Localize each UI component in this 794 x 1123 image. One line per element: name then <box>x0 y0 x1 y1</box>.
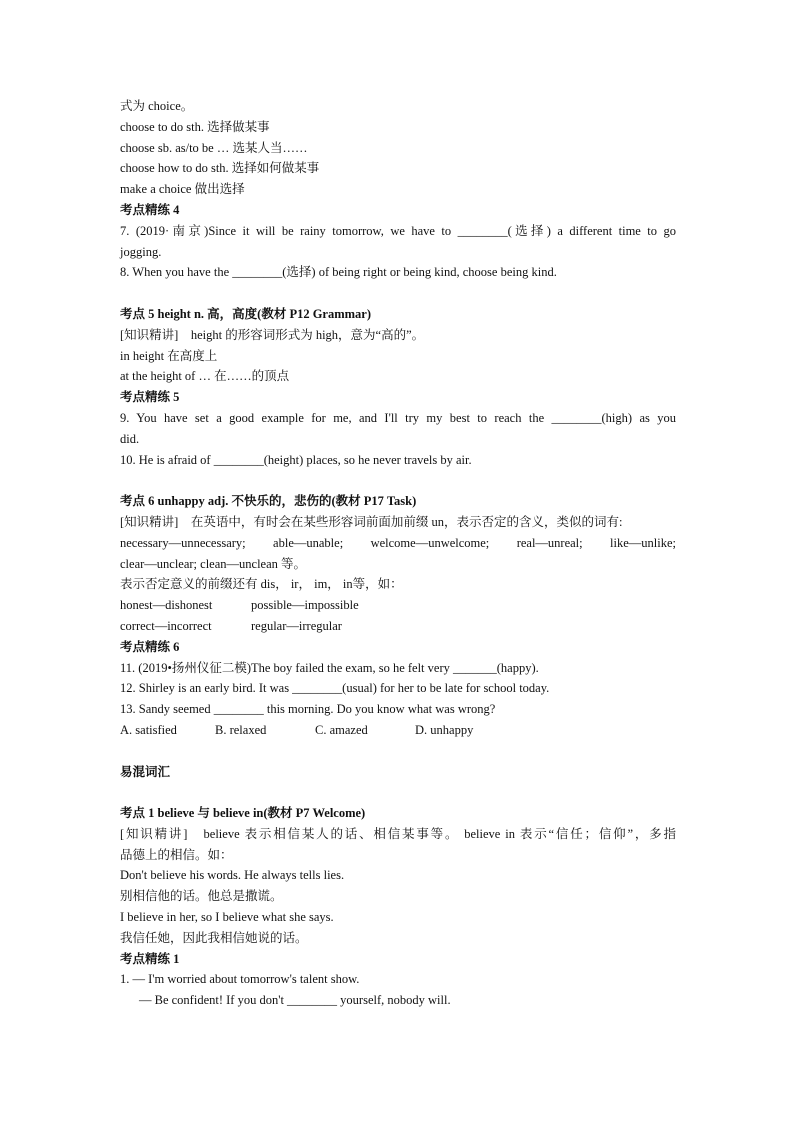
section-title: 易混词汇 <box>120 764 171 779</box>
knowledge-1: [知识精讲] believe 表示相信某人的话、相信某事等。 believe in 表示“信任；信仰”，多指 <box>120 826 676 841</box>
question-7: 7. (2019·南京)Since it will be rainy tomorrow, we have to ________(选择) a different time to go <box>120 223 676 238</box>
example-sentence: Don't believe his words. He always tells lies. <box>120 868 345 883</box>
practice-heading: 考点精练 5 <box>120 390 180 405</box>
word-pair-row <box>120 616 676 637</box>
text-line: in height 在高度上 <box>120 348 218 363</box>
word-pair-row <box>120 595 676 616</box>
question-9-cont: did. <box>120 431 140 446</box>
option-c: C. amazed <box>315 722 368 737</box>
page-content <box>120 96 676 1011</box>
question-10: 10. He is afraid of ________(height) places, so he never travels by air. <box>120 452 472 467</box>
question-1-reply: — Be confident! If you don't ________ yourself, nobody will. <box>139 993 451 1008</box>
example-translation: 我信任她，因此我相信她说的话。 <box>120 930 308 945</box>
text-line: choose sb. as/to be … 选某人当…… <box>120 140 308 155</box>
text-line: make a choice 做出选择 <box>120 182 245 197</box>
question-1: 1. — I'm worried about tomorrow's talent show. <box>120 972 360 987</box>
example-translation: 别相信他的话。他总是撒谎。 <box>120 889 283 904</box>
section-heading-5: 考点 5 height n. 高，高度(教材 P12 Grammar) <box>120 306 372 321</box>
text-line: choose how to do sth. 选择如何做某事 <box>120 161 320 176</box>
section-heading-1: 考点 1 believe 与 believe in(教材 P7 Welcome) <box>120 806 366 821</box>
word-pair: regular—irregular <box>251 618 342 633</box>
text-line: clear—unclear; clean—unclean 等。 <box>120 556 307 571</box>
question-7-cont: jogging. <box>120 244 162 259</box>
word-pair: possible—impossible <box>251 598 359 613</box>
question-11: 11. (2019•扬州仪征二模)The boy failed the exam, so he felt very _______(happy). <box>120 660 539 675</box>
knowledge-1-cont: 品德上的相信。如： <box>120 847 233 862</box>
question-12: 12. Shirley is an early bird. It was ________(usual) for her to be late for school today. <box>120 681 550 696</box>
text-line: 式为 choice。 <box>120 99 194 113</box>
question-13: 13. Sandy seemed ________ this morning. Do you know what was wrong? <box>120 702 496 717</box>
section-heading-6: 考点 6 unhappy adj. 不快乐的，悲伤的(教材 P17 Task) <box>120 494 417 509</box>
text-line: choose to do sth. 选择做某事 <box>120 119 270 134</box>
option-a: A. satisfied <box>120 722 177 737</box>
text-line: at the height of … 在……的顶点 <box>120 369 290 384</box>
option-d: D. unhappy <box>415 722 474 737</box>
text-line: necessary—unnecessary; able—unable; welcome—unwelcome; real—unreal; like—unlike; <box>120 535 676 550</box>
practice-heading: 考点精练 6 <box>120 639 180 654</box>
text-line: 表示否定意义的前缀还有 dis， ir， im， in等，如： <box>120 577 403 592</box>
option-b: B. relaxed <box>215 722 267 737</box>
practice-heading: 考点精练 4 <box>120 202 180 217</box>
example-sentence: I believe in her, so I believe what she says. <box>120 910 334 925</box>
knowledge-5: [知识精讲] height 的形容词形式为 high，意为“高的”。 <box>120 327 425 342</box>
question-8: 8. When you have the ________(选择) of being right or being kind, choose being kind. <box>120 265 557 280</box>
answer-options <box>120 720 676 741</box>
word-pair: correct—incorrect <box>120 618 212 633</box>
question-9: 9. You have set a good example for me, and I'll try my best to reach the ________(high) as you <box>120 410 676 425</box>
practice-heading: 考点精练 1 <box>120 951 180 966</box>
knowledge-6: [知识精讲] 在英语中，有时会在某些形容词前面加前缀 un，表示否定的含义，类似的词有: <box>120 514 623 529</box>
word-pair: honest—dishonest <box>120 598 213 613</box>
